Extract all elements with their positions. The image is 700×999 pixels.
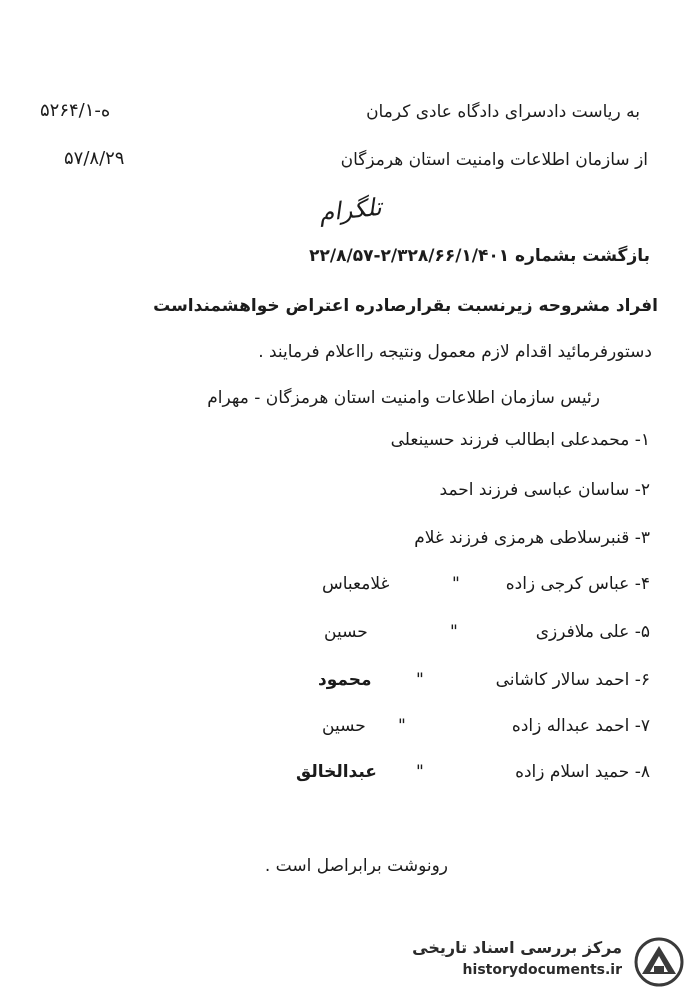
father-name: عبدالخالق xyxy=(296,762,377,782)
person-entry: ۵- علی ملافرزی xyxy=(535,622,650,642)
recipient-line: به ریاست دادسرای دادگاه عادی کرمان xyxy=(366,102,640,122)
person-entry: ۶- احمد سالار کاشانی xyxy=(495,670,650,690)
list-item xyxy=(0,480,700,510)
list-item xyxy=(0,574,700,604)
reference-number: ۵۲۶۴/ه-۱ xyxy=(40,100,111,121)
person-entry: ۴- عباس کرجی زاده xyxy=(505,574,650,594)
father-name: محمود xyxy=(318,670,372,690)
father-name: حسین xyxy=(324,622,368,642)
father-name: غلامعباس xyxy=(322,574,390,594)
ditto-mark: " xyxy=(452,574,460,594)
ditto-mark: " xyxy=(416,762,424,782)
list-item xyxy=(0,670,700,700)
list-item xyxy=(0,430,700,460)
person-entry: ۷- احمد عبداله زاده xyxy=(511,716,650,736)
archive-logo-icon xyxy=(632,936,686,988)
person-entry: ۳- قنبرسلاطی هرمزی فرزند غلام xyxy=(414,528,650,548)
person-entry: ۲- ساسان عباسی فرزند احمد xyxy=(439,480,650,500)
person-entry: ۸- حمید اسلام زاده xyxy=(515,762,650,782)
body-line-2: دستورفرمائید اقدام لازم معمول ونتیجه رااعلام فرمایند . xyxy=(258,342,652,362)
archive-watermark xyxy=(402,934,692,990)
watermark-url: historydocuments.ir xyxy=(462,962,622,978)
list-item xyxy=(0,528,700,558)
certified-copy-note: رونوشت برابراصل است . xyxy=(264,856,448,876)
ditto-mark: " xyxy=(416,670,424,690)
document-type: تلگرام xyxy=(318,192,384,228)
watermark-title: مرکز بررسی اسناد تاریخی xyxy=(412,938,622,957)
ditto-mark: " xyxy=(398,716,406,736)
person-entry: ۱- محمدعلی ابطالب فرزند حسینعلی xyxy=(390,430,650,450)
list-item xyxy=(0,762,700,792)
reference-line: بازگشت بشماره ۲/۳۲۸/۶۶/۱/۴۰۱-۲۲/۸/۵۷ xyxy=(309,246,650,266)
signature-line: رئیس سازمان اطلاعات وامنیت استان هرمزگان - مهرام xyxy=(207,388,600,408)
letter-date: ۵۷/۸/۲۹ xyxy=(64,148,125,169)
list-item xyxy=(0,622,700,652)
list-item xyxy=(0,716,700,746)
body-line-1: افراد مشروحه زیرنسبت بقرارصادره اعتراض خواهشمنداست xyxy=(153,296,658,316)
ditto-mark: " xyxy=(450,622,458,642)
sender-line: از سازمان اطلاعات وامنیت استان هرمزگان xyxy=(340,150,648,170)
father-name: حسین xyxy=(322,716,366,736)
